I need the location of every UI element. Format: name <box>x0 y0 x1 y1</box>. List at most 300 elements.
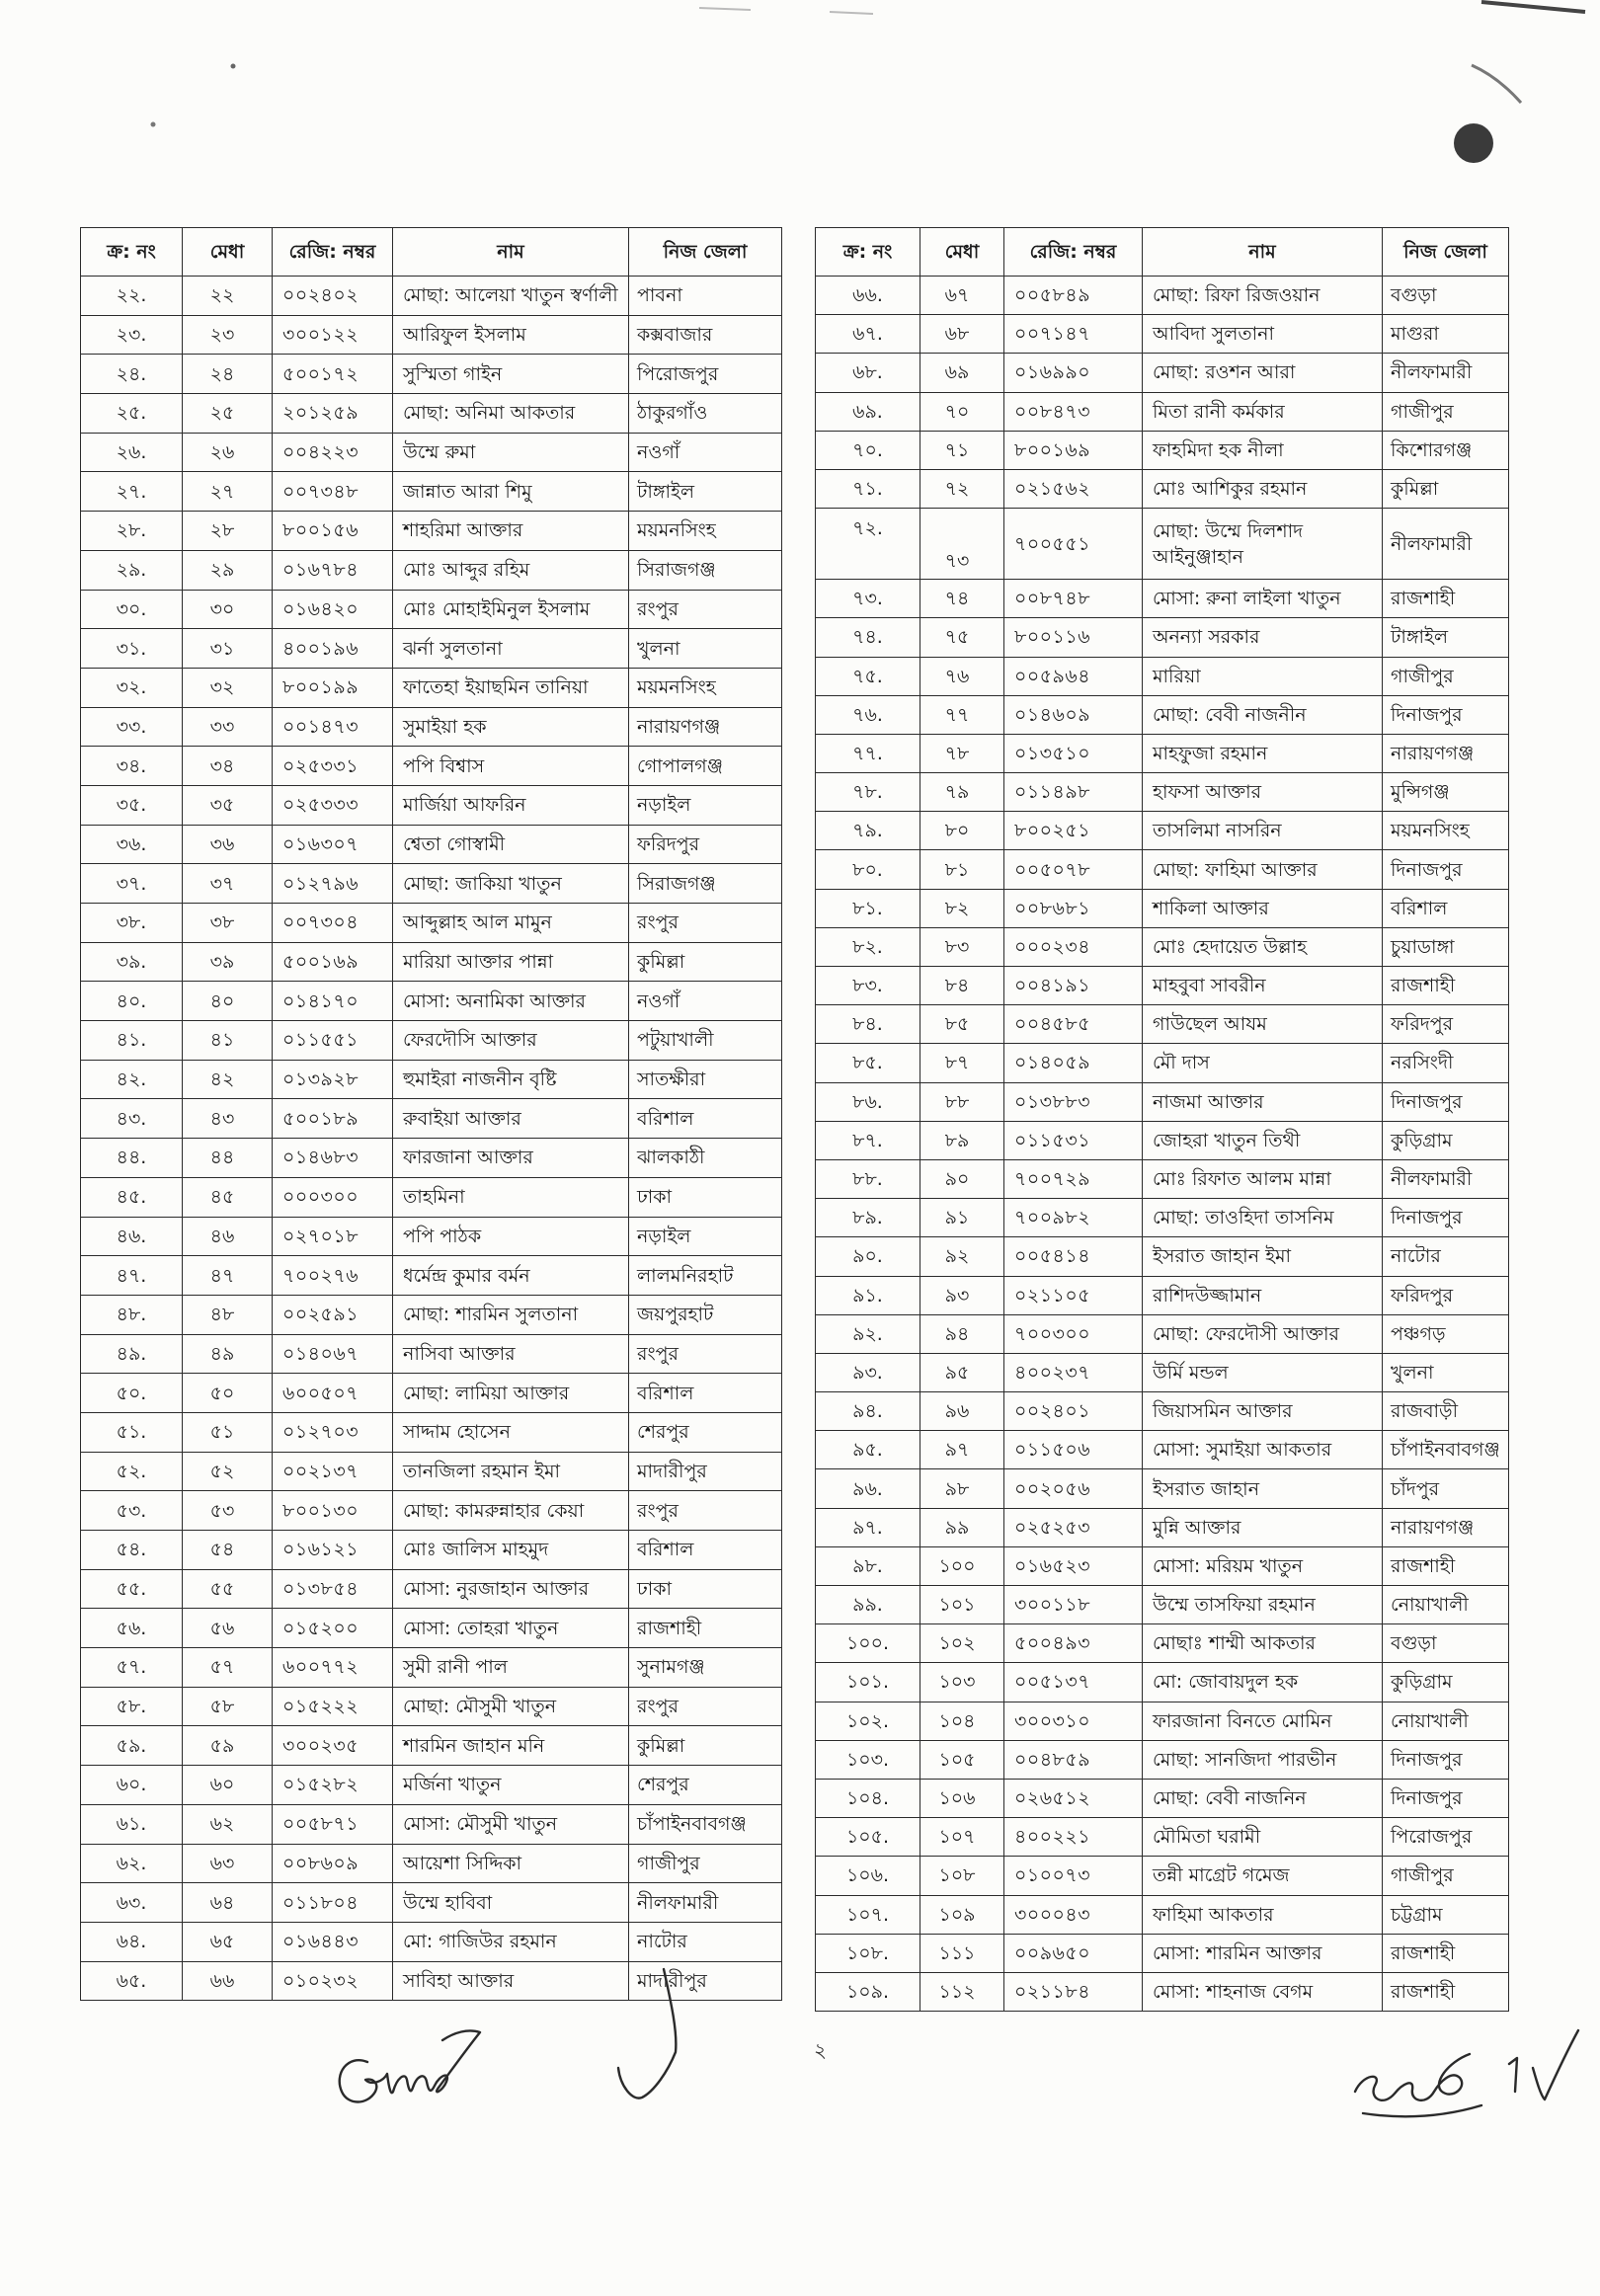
name-cell: মোছা: লামিয়া আক্তার <box>393 1374 629 1413</box>
merit-cell: ৮১ <box>920 850 1004 889</box>
merit-cell: ৩৩ <box>183 707 273 747</box>
merit-cell: ১১১ <box>920 1934 1004 1972</box>
merit-cell: ৯০ <box>920 1159 1004 1198</box>
district-cell: ময়মনসিংহ <box>629 512 782 551</box>
table-row <box>816 812 1509 850</box>
serial-cell: ৪৩. <box>81 1099 183 1139</box>
district-cell: সিরাজগঞ্জ <box>629 864 782 904</box>
serial-cell: ৪১. <box>81 1021 183 1061</box>
reg-no-cell: ০০৭৩৪৮ <box>273 472 393 512</box>
table-row <box>816 1005 1509 1044</box>
serial-cell: ৯৩. <box>816 1353 920 1391</box>
table-header-row <box>81 228 782 277</box>
serial-cell: ৪৬. <box>81 1217 183 1256</box>
reg-no-cell: ০১৫২২২ <box>273 1687 393 1726</box>
serial-cell: ২৯. <box>81 550 183 590</box>
header-serial: ক্র: নং <box>81 228 183 277</box>
district-cell: রাজশাহী <box>629 1609 782 1648</box>
district-cell: সিরাজগঞ্জ <box>629 550 782 590</box>
table-row <box>816 431 1509 469</box>
district-cell: দিনাজপুর <box>1383 695 1509 734</box>
table-row <box>816 1586 1509 1624</box>
reg-no-cell: ০০২৪০১ <box>1004 1392 1143 1431</box>
header-name: নাম <box>393 228 629 277</box>
name-cell: শারমিন জাহান মনি <box>393 1726 629 1766</box>
district-cell: রাজশাহী <box>1383 1972 1509 2011</box>
merit-cell: ৮২ <box>920 889 1004 927</box>
district-cell: টাঙ্গাইল <box>629 472 782 512</box>
table-row <box>816 1121 1509 1159</box>
district-cell: গোপালগঞ্জ <box>629 747 782 786</box>
serial-cell: ৫৬. <box>81 1609 183 1648</box>
merit-cell: ১০৫ <box>920 1740 1004 1779</box>
serial-cell: ৬৯. <box>816 392 920 431</box>
district-cell: রাজবাড়ী <box>1383 1392 1509 1431</box>
district-cell: ফরিদপুর <box>1383 1005 1509 1044</box>
merit-cell: ৩৭ <box>183 864 273 904</box>
serial-cell: ২৭. <box>81 472 183 512</box>
table-row <box>81 629 782 669</box>
district-cell: চট্টগ্রাম <box>1383 1895 1509 1934</box>
reg-no-cell: ৫০০১৮৯ <box>273 1099 393 1139</box>
serial-cell: ২৮. <box>81 512 183 551</box>
name-cell: মোছা: ফেরদৌসী আক্তার <box>1143 1314 1383 1353</box>
serial-cell: ৫২. <box>81 1452 183 1491</box>
table-row <box>816 1546 1509 1585</box>
reg-no-cell: ৮০০১৫৬ <box>273 512 393 551</box>
table-row <box>81 1099 782 1139</box>
district-cell: ঢাকা <box>629 1177 782 1217</box>
table-row <box>81 1883 782 1923</box>
district-cell: বরিশাল <box>629 1374 782 1413</box>
district-cell: খুলনা <box>629 629 782 669</box>
district-cell: কিশোরগঞ্জ <box>1383 431 1509 469</box>
reg-no-cell: ২০১২৫৯ <box>273 394 393 434</box>
serial-cell: ৫৪. <box>81 1531 183 1570</box>
name-cell: আব্দুল্লাহ আল মামুন <box>393 904 629 943</box>
reg-no-cell: ০০৫৯৬৪ <box>1004 657 1143 695</box>
serial-cell: ১০০. <box>816 1624 920 1663</box>
name-cell: মোসা: নুরজাহান আক্তার <box>393 1569 629 1609</box>
merit-cell: ৭৭ <box>920 695 1004 734</box>
table-row <box>81 1609 782 1648</box>
reg-no-cell: ০১৫২৮২ <box>273 1766 393 1805</box>
district-cell: পিরোজপুর <box>629 355 782 394</box>
serial-cell: ৪৭. <box>81 1256 183 1296</box>
reg-no-cell: ৬০০৫০৭ <box>273 1374 393 1413</box>
reg-no-cell: ৪০০১৯৬ <box>273 629 393 669</box>
serial-cell: ৭৩. <box>816 580 920 618</box>
table-row <box>81 785 782 825</box>
reg-no-cell: ০২৫৩৩৩ <box>273 785 393 825</box>
name-cell: অনন্যা সরকার <box>1143 618 1383 657</box>
table-row <box>81 1177 782 1217</box>
name-cell: মোসা: অনামিকা আক্তার <box>393 982 629 1021</box>
reg-no-cell: ০১৬৪২০ <box>273 590 393 629</box>
merit-cell: ৯৩ <box>920 1276 1004 1314</box>
district-cell: পিরোজপুর <box>1383 1818 1509 1857</box>
serial-cell: ৯৭. <box>816 1508 920 1546</box>
reg-no-cell: ৩০০১২২ <box>273 315 393 355</box>
name-cell: জিয়াসমিন আক্তার <box>1143 1392 1383 1431</box>
table-row <box>816 1702 1509 1740</box>
serial-cell: ১০৩. <box>816 1740 920 1779</box>
district-cell: রংপুর <box>629 590 782 629</box>
reg-no-cell: ০২৫৩৩১ <box>273 747 393 786</box>
name-cell: মারিয়া <box>1143 657 1383 695</box>
district-cell: নাটোর <box>1383 1237 1509 1276</box>
merit-cell: ৮৮ <box>920 1082 1004 1121</box>
name-cell: সুমী রানী পাল <box>393 1648 629 1688</box>
district-cell: দিনাজপুর <box>1383 1199 1509 1237</box>
serial-cell: ১০৬. <box>816 1857 920 1895</box>
district-cell: নোয়াখালী <box>1383 1702 1509 1740</box>
name-cell: উর্মি মন্ডল <box>1143 1353 1383 1391</box>
serial-cell: ৬০. <box>81 1766 183 1805</box>
reg-no-cell: ০১৩৯২৮ <box>273 1060 393 1099</box>
district-cell: দিনাজপুর <box>1383 850 1509 889</box>
merit-cell: ৭৬ <box>920 657 1004 695</box>
serial-cell: ৪২. <box>81 1060 183 1099</box>
serial-cell: ৯৪. <box>816 1392 920 1431</box>
table-row <box>81 394 782 434</box>
table-body-left <box>81 277 782 2001</box>
district-cell: মাগুরা <box>1383 315 1509 354</box>
name-cell: মোছা: রিফা রিজওয়ান <box>1143 277 1383 315</box>
page-number: ২ <box>814 2038 828 2062</box>
table-row <box>816 1624 1509 1663</box>
merit-cell: ২৬ <box>183 433 273 472</box>
name-cell: ধর্মেন্দ্র কুমার বর্মন <box>393 1256 629 1296</box>
name-cell: সাদ্দাম হোসেন <box>393 1412 629 1452</box>
reg-no-cell: ০১৩৮৮৩ <box>1004 1082 1143 1121</box>
merit-cell: ৮৩ <box>920 927 1004 966</box>
serial-cell: ৩৩. <box>81 707 183 747</box>
merit-cell: ৭৫ <box>920 618 1004 657</box>
table-row <box>816 1082 1509 1121</box>
serial-cell: ৫৭. <box>81 1648 183 1688</box>
table-row <box>816 354 1509 392</box>
reg-no-cell: ০১৬৪৪৩ <box>273 1922 393 1961</box>
serial-cell: ১০১. <box>816 1663 920 1702</box>
table-row <box>816 1857 1509 1895</box>
merit-cell: ৭৪ <box>920 580 1004 618</box>
table-row <box>816 1469 1509 1508</box>
district-cell: রাজশাহী <box>1383 1546 1509 1585</box>
serial-cell: ৮৩. <box>816 967 920 1005</box>
table-row <box>81 1217 782 1256</box>
merit-cell: ৪১ <box>183 1021 273 1061</box>
district-cell: শেরপুর <box>629 1412 782 1452</box>
name-cell: মোঃ আশিকুর রহমান <box>1143 469 1383 508</box>
name-cell: মোছা: ফাহিমা আক্তার <box>1143 850 1383 889</box>
district-cell: রংপুর <box>629 1334 782 1374</box>
table-row <box>816 695 1509 734</box>
reg-no-cell: ৭০০৭২৯ <box>1004 1159 1143 1198</box>
table-row <box>81 1569 782 1609</box>
reg-no-cell: ৭০০৫৫১ <box>1004 509 1143 580</box>
merit-cell: ৬৩ <box>183 1844 273 1883</box>
reg-no-cell: ০১৪৬৮৩ <box>273 1139 393 1178</box>
merit-cell: ৯৭ <box>920 1431 1004 1469</box>
reg-no-cell: ০১২৭৯৬ <box>273 864 393 904</box>
district-cell: ফরিদপুর <box>629 825 782 864</box>
merit-cell: ৬৬ <box>183 1961 273 2001</box>
table-body-right <box>816 277 1509 2012</box>
name-cell: মারিয়া আক্তার পান্না <box>393 942 629 982</box>
district-cell: সাতক্ষীরা <box>629 1060 782 1099</box>
table-row <box>816 1972 1509 2011</box>
table-row <box>816 657 1509 695</box>
name-cell: হাফসা আক্তার <box>1143 773 1383 812</box>
table-row <box>816 580 1509 618</box>
name-cell: মোছা: বেবী নাজনীন <box>1143 695 1383 734</box>
table-row <box>81 747 782 786</box>
merit-cell: ৪৯ <box>183 1334 273 1374</box>
merit-cell: ৫৯ <box>183 1726 273 1766</box>
serial-cell: ৫৩. <box>81 1491 183 1531</box>
reg-no-cell: ০১১৪৯৮ <box>1004 773 1143 812</box>
reg-no-cell: ০১১৫৩১ <box>1004 1121 1143 1159</box>
reg-no-cell: ৫০০১৬৯ <box>273 942 393 982</box>
serial-cell: ৯৯. <box>816 1586 920 1624</box>
name-cell: রাশিদউজ্জামান <box>1143 1276 1383 1314</box>
reg-no-cell: ০০৫৪১৪ <box>1004 1237 1143 1276</box>
table-row <box>816 927 1509 966</box>
serial-cell: ৫৯. <box>81 1726 183 1766</box>
table-row <box>816 618 1509 657</box>
merit-cell: ১০৬ <box>920 1779 1004 1817</box>
header-district: নিজ জেলা <box>629 228 782 277</box>
serial-cell: ৩৪. <box>81 747 183 786</box>
district-cell: কুড়িগ্রাম <box>1383 1121 1509 1159</box>
district-cell: মাদারীপুর <box>629 1452 782 1491</box>
name-cell: তাহমিনা <box>393 1177 629 1217</box>
serial-cell: ৩৭. <box>81 864 183 904</box>
reg-no-cell: ০০২৫৯১ <box>273 1295 393 1334</box>
table-row <box>81 1961 782 2001</box>
name-cell: মোছা: অনিমা আকতার <box>393 394 629 434</box>
table-row <box>816 773 1509 812</box>
merit-cell: ২৩ <box>183 315 273 355</box>
merit-cell: ৫৪ <box>183 1531 273 1570</box>
reg-no-cell: ০০৫০৭৮ <box>1004 850 1143 889</box>
name-cell: তানজিলা রহমান ইমা <box>393 1452 629 1491</box>
district-cell: গাজীপুর <box>1383 1857 1509 1895</box>
serial-cell: ৩১. <box>81 629 183 669</box>
scan-dot <box>151 122 156 127</box>
name-cell: মৌমিতা ঘরামী <box>1143 1818 1383 1857</box>
table-row <box>816 1779 1509 1817</box>
district-cell: নওগাঁ <box>629 982 782 1021</box>
table-row <box>816 315 1509 354</box>
serial-cell: ৯৮. <box>816 1546 920 1585</box>
name-cell: মোসা: মরিয়ম খাতুন <box>1143 1546 1383 1585</box>
district-cell: গাজীপুর <box>1383 657 1509 695</box>
table-row <box>816 1159 1509 1198</box>
district-cell: নীলফামারী <box>1383 1159 1509 1198</box>
merit-cell: ৫৩ <box>183 1491 273 1531</box>
table-row <box>81 825 782 864</box>
merit-cell: ৬৪ <box>183 1883 273 1923</box>
merit-cell: ৬৭ <box>920 277 1004 315</box>
serial-cell: ৭৫. <box>816 657 920 695</box>
serial-cell: ২৩. <box>81 315 183 355</box>
serial-cell: ১০৫. <box>816 1818 920 1857</box>
name-cell: তাসলিমা নাসরিন <box>1143 812 1383 850</box>
table-row <box>81 433 782 472</box>
district-cell: নওগাঁ <box>629 433 782 472</box>
name-cell: মর্জিনা খাতুন <box>393 1766 629 1805</box>
serial-cell: ৮২. <box>816 927 920 966</box>
serial-cell: ৭০. <box>816 431 920 469</box>
merit-cell: ২৯ <box>183 550 273 590</box>
serial-cell: ৬৫. <box>81 1961 183 2001</box>
merit-cell: ৬০ <box>183 1766 273 1805</box>
merit-cell: ৩৫ <box>183 785 273 825</box>
table-row <box>81 512 782 551</box>
merit-cell: ২৫ <box>183 394 273 434</box>
name-cell: মোছা: শারমিন সুলতানা <box>393 1295 629 1334</box>
reg-no-cell: ৫০০১৭২ <box>273 355 393 394</box>
name-cell: ফারজানা বিনতে মোমিন <box>1143 1702 1383 1740</box>
reg-no-cell: ৮০০১৯৯ <box>273 668 393 707</box>
name-cell: উম্মে তাসফিয়া রহমান <box>1143 1586 1383 1624</box>
scan-mark <box>699 8 873 14</box>
reg-no-cell: ০১৬১২১ <box>273 1531 393 1570</box>
table-row <box>816 469 1509 508</box>
table-row <box>816 967 1509 1005</box>
table-row <box>816 1276 1509 1314</box>
district-cell: সুনামগঞ্জ <box>629 1648 782 1688</box>
reg-no-cell: ০০৪৫৮৫ <box>1004 1005 1143 1044</box>
district-cell: কুড়িগ্রাম <box>1383 1663 1509 1702</box>
reg-no-cell: ০১৬৯৯০ <box>1004 354 1143 392</box>
district-cell: নরসিংদী <box>1383 1044 1509 1082</box>
signature-right <box>1355 2030 1578 2116</box>
reg-no-cell: ৮০০১১৬ <box>1004 618 1143 657</box>
name-cell: ফাহমিদা হক নীলা <box>1143 431 1383 469</box>
name-cell: সাবিহা আক্তার <box>393 1961 629 2001</box>
name-cell: মৌ দাস <box>1143 1044 1383 1082</box>
reg-no-cell: ০১৪০৬৭ <box>273 1334 393 1374</box>
district-cell: ফরিদপুর <box>1383 1276 1509 1314</box>
merit-cell: ৬৮ <box>920 315 1004 354</box>
name-cell: মোছাঃ শাম্মী আকতার <box>1143 1624 1383 1663</box>
merit-cell: ৯২ <box>920 1237 1004 1276</box>
name-cell: আরিফুল ইসলাম <box>393 315 629 355</box>
district-cell: চুয়াডাঙ্গা <box>1383 927 1509 966</box>
header-serial: ক্র: নং <box>816 228 920 277</box>
name-cell: মোঃ মোহাইমিনুল ইসলাম <box>393 590 629 629</box>
name-cell: জান্নাত আরা শিমু <box>393 472 629 512</box>
serial-cell: ৪৯. <box>81 1334 183 1374</box>
serial-cell: ১০৪. <box>816 1779 920 1817</box>
reg-no-cell: ০০২০৫৬ <box>1004 1469 1143 1508</box>
name-cell: শাহরিমা আক্তার <box>393 512 629 551</box>
name-cell: ফাতেহা ইয়াছমিন তানিয়া <box>393 668 629 707</box>
reg-no-cell: ০০৭৩০৪ <box>273 904 393 943</box>
merit-cell: ৬৯ <box>920 354 1004 392</box>
table-row <box>81 1766 782 1805</box>
serial-cell: ৬২. <box>81 1844 183 1883</box>
district-cell: নারায়ণগঞ্জ <box>629 707 782 747</box>
name-cell: মোঃ রিফাত আলম মান্না <box>1143 1159 1383 1198</box>
table-row <box>81 1687 782 1726</box>
name-cell: মোসা: শারমিন আক্তার <box>1143 1934 1383 1972</box>
serial-cell: ৮৫. <box>816 1044 920 1082</box>
district-cell: রংপুর <box>629 1491 782 1531</box>
table-header-row <box>816 228 1509 277</box>
table-row <box>81 864 782 904</box>
table-row <box>81 1412 782 1452</box>
scan-dot <box>231 64 236 69</box>
district-cell: দিনাজপুর <box>1383 1082 1509 1121</box>
name-cell: মার্জিয়া আফরিন <box>393 785 629 825</box>
merit-cell: ৪৬ <box>183 1217 273 1256</box>
table-row <box>81 1374 782 1413</box>
district-cell: নীলফামারী <box>629 1883 782 1923</box>
merit-cell: ৩১ <box>183 629 273 669</box>
table-row <box>816 1895 1509 1934</box>
name-cell: শ্বেতা গোস্বামী <box>393 825 629 864</box>
serial-cell: ৮৮. <box>816 1159 920 1198</box>
name-cell: মোসা: সুমাইয়া আকতার <box>1143 1431 1383 1469</box>
name-cell: উম্মে রুমা <box>393 433 629 472</box>
table-row <box>81 1256 782 1296</box>
serial-cell: ৭৮. <box>816 773 920 812</box>
table-row <box>81 1648 782 1688</box>
district-cell: রাজশাহী <box>1383 580 1509 618</box>
header-reg-no: রেজি: নম্বর <box>1004 228 1143 277</box>
reg-no-cell: ৮০০১৩০ <box>273 1491 393 1531</box>
district-cell: বরিশাল <box>629 1531 782 1570</box>
merit-cell: ১০১ <box>920 1586 1004 1624</box>
name-cell: সুমাইয়া হক <box>393 707 629 747</box>
table-row <box>816 392 1509 431</box>
district-cell: বগুড়া <box>1383 277 1509 315</box>
name-cell: মো: জোবায়দুল হক <box>1143 1663 1383 1702</box>
merit-cell: ৭৩ <box>920 509 1004 580</box>
district-cell: বগুড়া <box>1383 1624 1509 1663</box>
name-cell: মোছা: সানজিদা পারভীন <box>1143 1740 1383 1779</box>
merit-cell: ৬২ <box>183 1804 273 1844</box>
table-row <box>81 1726 782 1766</box>
district-cell: লালমনিরহাট <box>629 1256 782 1296</box>
merit-cell: ৩৯ <box>183 942 273 982</box>
table-row <box>816 1392 1509 1431</box>
merit-cell: ২২ <box>183 277 273 316</box>
reg-no-cell: ৩০০১১৮ <box>1004 1586 1143 1624</box>
merit-cell: ৮৪ <box>920 967 1004 1005</box>
district-cell: ময়মনসিংহ <box>629 668 782 707</box>
name-cell: মোসা: তোহরা খাতুন <box>393 1609 629 1648</box>
merit-cell: ১০৩ <box>920 1663 1004 1702</box>
table-row <box>81 315 782 355</box>
district-cell: রংপুর <box>629 904 782 943</box>
table-row <box>816 1044 1509 1082</box>
name-cell: মোসা: মৌসুমী খাতুন <box>393 1804 629 1844</box>
table-row <box>81 550 782 590</box>
table-row <box>81 1452 782 1491</box>
district-cell: বরিশাল <box>1383 889 1509 927</box>
table-row <box>81 1060 782 1099</box>
reg-no-cell: ০১৩৫১০ <box>1004 734 1143 772</box>
table-row <box>81 1922 782 1961</box>
reg-no-cell: ০০৮৬৮১ <box>1004 889 1143 927</box>
reg-no-cell: ০১৩৮৫৪ <box>273 1569 393 1609</box>
district-cell: নাটোর <box>629 1922 782 1961</box>
